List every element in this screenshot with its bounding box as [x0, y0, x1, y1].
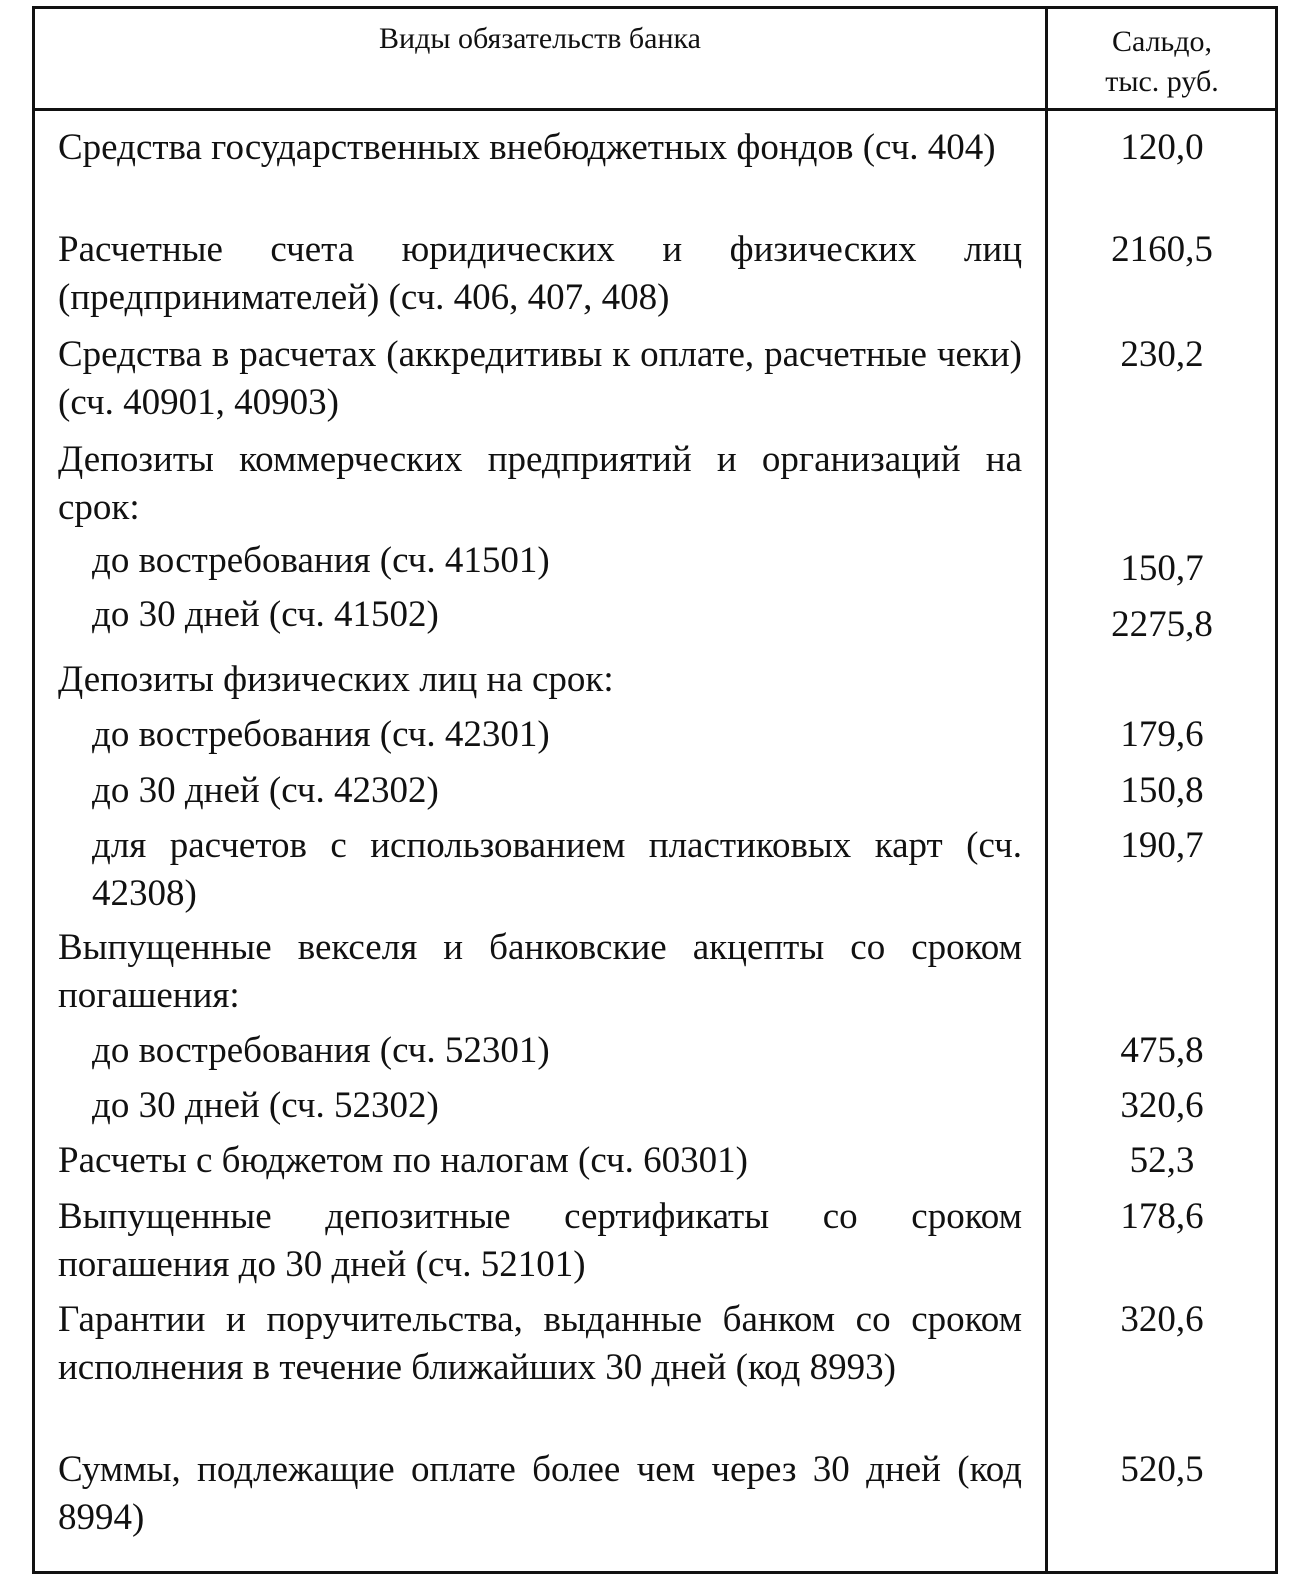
table-row-value: 2160,5: [1111, 229, 1213, 270]
table-row-value: 2275,8: [1111, 604, 1213, 645]
table-row-text: для расчетов с использованием пластиковых карт (сч. 42308): [92, 825, 1022, 914]
table-row-value: 179,6: [1120, 714, 1204, 755]
table-row-value: 150,7: [1120, 548, 1204, 589]
header-balance-line2: тыс. руб.: [1105, 65, 1219, 98]
table-row-value: 475,8: [1120, 1030, 1204, 1071]
table-row-text: до 30 дней (сч. 52302): [92, 1085, 439, 1126]
table-row-text: до востребования (сч. 41501): [92, 540, 550, 581]
table-row-value: 230,2: [1120, 334, 1204, 375]
table-row-text: Депозиты коммерческих предприятий и организаций на срок:: [58, 439, 1022, 528]
header-divider: [32, 108, 1278, 111]
table-row-text: до 30 дней (сч. 42302): [92, 770, 439, 811]
table-row-text: Средства государственных внебюджетных фондов (сч. 404): [58, 127, 996, 168]
table-row-value: 190,7: [1120, 825, 1204, 866]
table-row-text: до востребования (сч. 52301): [92, 1030, 550, 1071]
table-row-value: 150,8: [1120, 770, 1204, 811]
table-row-value: 120,0: [1120, 127, 1204, 168]
header-liability-types: Виды обязательств банка: [379, 22, 701, 55]
table-row-value: 520,5: [1120, 1449, 1204, 1490]
table-row-text: Средства в расчетах (аккредитивы к оплате, расчетные чеки) (сч. 40901, 40903): [58, 334, 1022, 423]
table-row-text: Суммы, подлежащие оплате более чем через 30 дней (код 8994): [58, 1449, 1022, 1538]
header-balance: [1048, 22, 1276, 102]
table-row-text: Выпущенные депозитные сертификаты со сроком погашения до 30 дней (сч. 52101): [58, 1196, 1022, 1285]
table-row-value: 52,3: [1129, 1140, 1195, 1181]
table-row-text: Выпущенные векселя и банковские акцепты со сроком погашения:: [58, 927, 1022, 1016]
table-row-text: до 30 дней (сч. 41502): [92, 594, 439, 635]
table-row-text: до востребования (сч. 42301): [92, 714, 550, 755]
header-balance-line1: Сальдо,: [1111, 25, 1212, 58]
table-row-text: Расчетные счета юридических и физических лиц (предпринимателей) (сч. 406, 407, 408): [58, 229, 1022, 318]
table-row-value: 178,6: [1120, 1196, 1204, 1237]
table-row-text: Депозиты физических лиц на срок:: [58, 659, 614, 700]
table-row-value: 320,6: [1120, 1299, 1204, 1340]
table-row-value: 320,6: [1120, 1085, 1204, 1126]
table-row-text: Расчеты с бюджетом по налогам (сч. 60301): [58, 1140, 748, 1181]
table-row-text: Гарантии и поручительства, выданные банком со сроком исполнения в течение ближайших 30 дней (код 8993): [58, 1299, 1022, 1388]
